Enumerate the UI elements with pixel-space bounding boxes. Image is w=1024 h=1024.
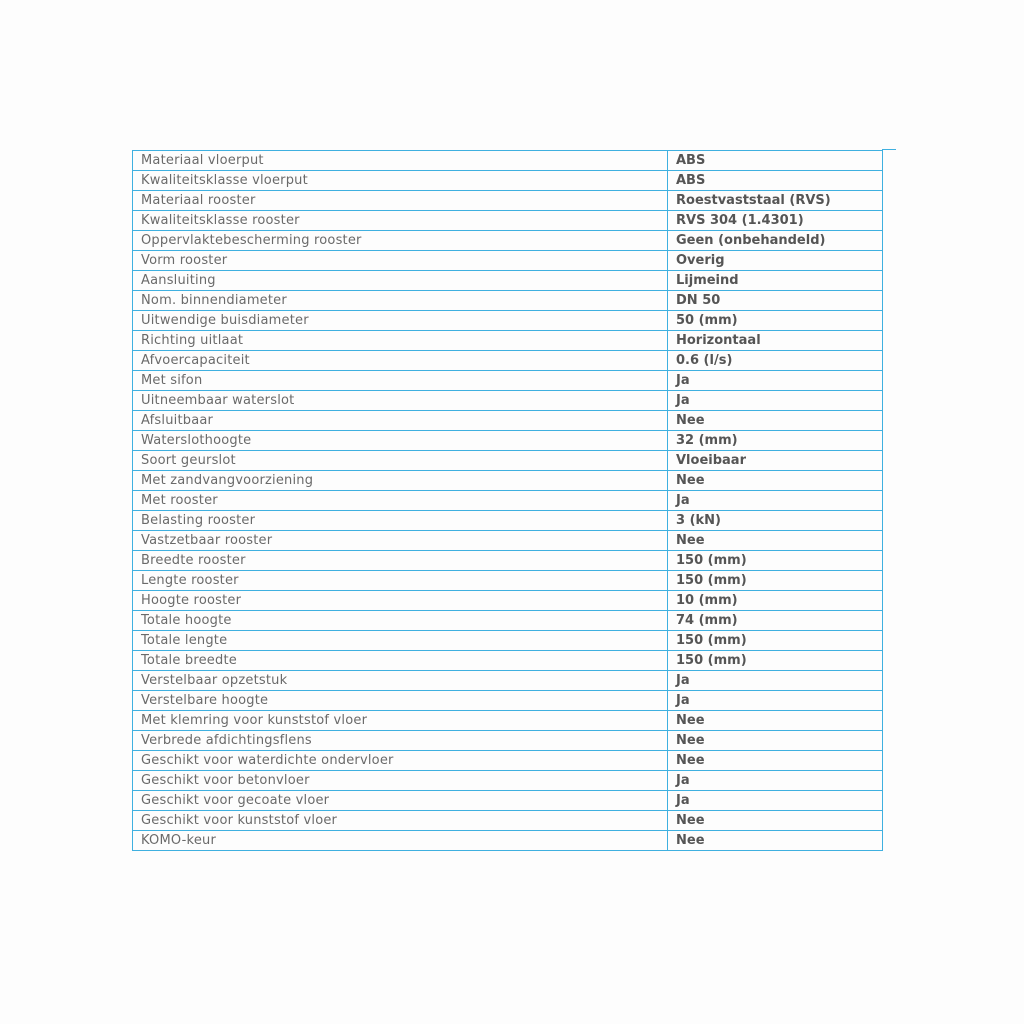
spec-value: Nee xyxy=(668,731,883,751)
table-row xyxy=(133,631,883,651)
spec-value: ABS xyxy=(668,171,883,191)
spec-value: DN 50 xyxy=(668,291,883,311)
spec-value: Horizontaal xyxy=(668,331,883,351)
spec-value: Nee xyxy=(668,811,883,831)
table-row xyxy=(133,171,883,191)
spec-label: Met rooster xyxy=(133,491,668,511)
table-row xyxy=(133,691,883,711)
spec-label: Afvoercapaciteit xyxy=(133,351,668,371)
table-row xyxy=(133,651,883,671)
table-row xyxy=(133,271,883,291)
table-row xyxy=(133,791,883,811)
spec-label: Totale hoogte xyxy=(133,611,668,631)
table-row xyxy=(133,491,883,511)
spec-value: 50 (mm) xyxy=(668,311,883,331)
spec-value: Nee xyxy=(668,831,883,851)
spec-value: Lijmeind xyxy=(668,271,883,291)
table-row xyxy=(133,511,883,531)
spec-value: Vloeibaar xyxy=(668,451,883,471)
spec-label: Waterslothoogte xyxy=(133,431,668,451)
spec-value: Ja xyxy=(668,371,883,391)
table-row xyxy=(133,771,883,791)
spec-value: Nee xyxy=(668,711,883,731)
table-row xyxy=(133,551,883,571)
spec-value: 150 (mm) xyxy=(668,551,883,571)
spec-label: Totale breedte xyxy=(133,651,668,671)
spec-label: Soort geurslot xyxy=(133,451,668,471)
spec-value: Nee xyxy=(668,751,883,771)
spec-value: Ja xyxy=(668,671,883,691)
spec-value: 0.6 (l/s) xyxy=(668,351,883,371)
table-row xyxy=(133,231,883,251)
spec-value: 10 (mm) xyxy=(668,591,883,611)
spec-value: Nee xyxy=(668,411,883,431)
spec-value: Ja xyxy=(668,491,883,511)
spec-label: Geschikt voor kunststof vloer xyxy=(133,811,668,831)
table-row xyxy=(133,371,883,391)
spec-label: Met klemring voor kunststof vloer xyxy=(133,711,668,731)
table-row xyxy=(133,571,883,591)
table-row xyxy=(133,831,883,851)
spec-value: Ja xyxy=(668,771,883,791)
table-row xyxy=(133,211,883,231)
spec-label: Breedte rooster xyxy=(133,551,668,571)
spec-label: Belasting rooster xyxy=(133,511,668,531)
spec-label: Kwaliteitsklasse rooster xyxy=(133,211,668,231)
spec-label: Totale lengte xyxy=(133,631,668,651)
table-row xyxy=(133,431,883,451)
table-row xyxy=(133,331,883,351)
spec-label: Verstelbare hoogte xyxy=(133,691,668,711)
spec-label: Richting uitlaat xyxy=(133,331,668,351)
spec-value: Roestvaststaal (RVS) xyxy=(668,191,883,211)
table-row xyxy=(133,731,883,751)
spec-value: ABS xyxy=(668,151,883,171)
table-row xyxy=(133,471,883,491)
table-row xyxy=(133,531,883,551)
spec-label: Materiaal rooster xyxy=(133,191,668,211)
spec-label: Aansluiting xyxy=(133,271,668,291)
spec-value: 3 (kN) xyxy=(668,511,883,531)
table-row xyxy=(133,611,883,631)
spec-label: Materiaal vloerput xyxy=(133,151,668,171)
spec-table xyxy=(132,150,883,851)
spec-label: Hoogte rooster xyxy=(133,591,668,611)
spec-label: Uitneembaar waterslot xyxy=(133,391,668,411)
spec-label: Afsluitbaar xyxy=(133,411,668,431)
spec-label: Geschikt voor waterdichte ondervloer xyxy=(133,751,668,771)
table-row xyxy=(133,591,883,611)
table-row xyxy=(133,151,883,171)
spec-value: 74 (mm) xyxy=(668,611,883,631)
spec-label: Geschikt voor gecoate vloer xyxy=(133,791,668,811)
table-row xyxy=(133,351,883,371)
spec-label: Oppervlaktebescherming rooster xyxy=(133,231,668,251)
spec-label: Kwaliteitsklasse vloerput xyxy=(133,171,668,191)
spec-label: Verstelbaar opzetstuk xyxy=(133,671,668,691)
spec-label: KOMO-keur xyxy=(133,831,668,851)
spec-label: Geschikt voor betonvloer xyxy=(133,771,668,791)
table-row xyxy=(133,251,883,271)
spec-value: Geen (onbehandeld) xyxy=(668,231,883,251)
spec-value: 32 (mm) xyxy=(668,431,883,451)
table-row xyxy=(133,671,883,691)
spec-value: 150 (mm) xyxy=(668,571,883,591)
spec-value: Ja xyxy=(668,791,883,811)
spec-label: Verbrede afdichtingsflens xyxy=(133,731,668,751)
table-row xyxy=(133,411,883,431)
spec-value: Ja xyxy=(668,391,883,411)
table-border-stub xyxy=(882,149,896,150)
spec-label: Met zandvangvoorziening xyxy=(133,471,668,491)
spec-table-body xyxy=(133,151,883,851)
spec-value: 150 (mm) xyxy=(668,631,883,651)
spec-value: Overig xyxy=(668,251,883,271)
spec-value: 150 (mm) xyxy=(668,651,883,671)
table-row xyxy=(133,291,883,311)
spec-label: Nom. binnendiameter xyxy=(133,291,668,311)
spec-value: Nee xyxy=(668,531,883,551)
table-row xyxy=(133,311,883,331)
table-row xyxy=(133,191,883,211)
table-row xyxy=(133,451,883,471)
spec-value: RVS 304 (1.4301) xyxy=(668,211,883,231)
spec-label: Uitwendige buisdiameter xyxy=(133,311,668,331)
spec-label: Lengte rooster xyxy=(133,571,668,591)
spec-value: Ja xyxy=(668,691,883,711)
table-row xyxy=(133,811,883,831)
spec-label: Vastzetbaar rooster xyxy=(133,531,668,551)
spec-label: Vorm rooster xyxy=(133,251,668,271)
table-row xyxy=(133,391,883,411)
table-row xyxy=(133,751,883,771)
table-row xyxy=(133,711,883,731)
spec-value: Nee xyxy=(668,471,883,491)
spec-label: Met sifon xyxy=(133,371,668,391)
